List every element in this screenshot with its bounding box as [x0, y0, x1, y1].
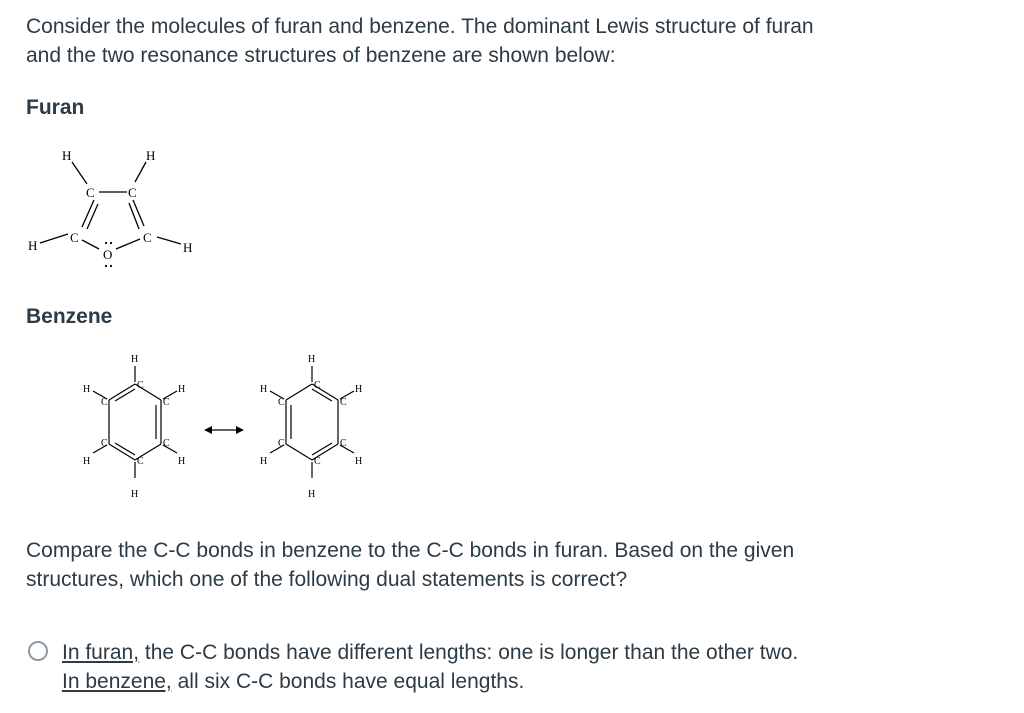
benzene-atom-c: C: [278, 438, 285, 449]
question-text: [26, 536, 1006, 594]
benzene-statement: all six C-C bonds have equal lengths.: [171, 670, 525, 693]
benzene-atom-h: H: [131, 489, 139, 500]
benzene-atom-c: C: [340, 397, 347, 408]
benzene-atom-h: H: [355, 456, 363, 467]
furan-label: In furan,: [62, 641, 140, 664]
furan-atom-h: H: [146, 148, 156, 163]
benzene-heading: Benzene: [26, 305, 113, 328]
benzene-atom-h: H: [178, 384, 186, 395]
benzene-atom-h: H: [83, 456, 91, 467]
question-line-2: structures, which one of the following dual statements is correct?: [26, 568, 628, 591]
intro-line-1: Consider the molecules of furan and benzene. The dominant Lewis structure of furan: [26, 15, 814, 38]
benzene-atom-h: H: [260, 456, 268, 467]
furan-atom-o: O: [103, 247, 113, 262]
benzene-atom-h: H: [260, 384, 268, 395]
benzene-structure-1: [83, 354, 185, 500]
question-intro: [26, 12, 1006, 70]
benzene-atom-h: H: [178, 456, 186, 467]
furan-statement: the C-C bonds have different lengths: one is longer than the other two.: [139, 641, 799, 664]
answer-line-2: [62, 667, 798, 696]
benzene-structure-2: [260, 354, 362, 500]
intro-line-2: and the two resonance structures of benzene are shown below:: [26, 44, 616, 67]
benzene-atom-c: C: [278, 397, 285, 408]
question-line-1: Compare the C-C bonds in benzene to the C-C bonds in furan. Based on the given: [26, 539, 795, 562]
benzene-atom-c: C: [163, 438, 170, 449]
furan-atom-c: C: [70, 230, 79, 245]
benzene-atom-c: C: [163, 397, 170, 408]
furan-atom-h: H: [62, 148, 72, 163]
furan-heading: Furan: [26, 96, 85, 119]
answer-line-1: [62, 638, 798, 667]
benzene-atom-h: H: [308, 489, 316, 500]
furan-atom-c: C: [143, 230, 152, 245]
furan-atom-h: H: [28, 238, 38, 253]
benzene-atom-c: C: [101, 438, 108, 449]
benzene-atom-c: C: [101, 397, 108, 408]
resonance-arrow-icon: [204, 426, 244, 434]
benzene-atom-c: C: [314, 456, 321, 467]
benzene-atom-c: C: [137, 380, 144, 391]
furan-atom-c: C: [128, 185, 137, 200]
furan-atom-h: H: [183, 240, 193, 255]
benzene-atom-h: H: [355, 384, 363, 395]
benzene-atom-h: H: [83, 384, 91, 395]
furan-structure: [20, 140, 220, 280]
benzene-atom-c: C: [340, 438, 347, 449]
radio-button[interactable]: [28, 641, 48, 661]
answer-option-text: [62, 638, 798, 696]
benzene-atom-c: C: [314, 380, 321, 391]
furan-atom-c: C: [86, 185, 95, 200]
benzene-label: In benzene,: [62, 670, 172, 693]
benzene-atom-c: C: [137, 456, 144, 467]
answer-option[interactable]: [28, 638, 1008, 696]
benzene-resonance-structures: [50, 345, 410, 505]
benzene-atom-h: H: [131, 354, 139, 365]
benzene-atom-h: H: [308, 354, 316, 365]
